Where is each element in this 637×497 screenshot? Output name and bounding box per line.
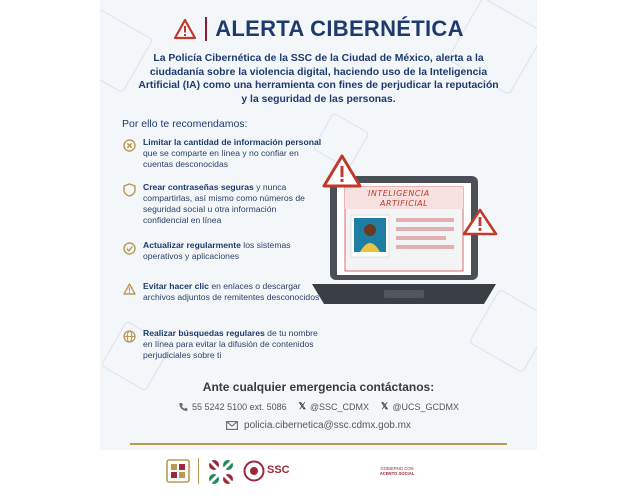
globe-icon bbox=[122, 329, 136, 343]
check-circle-icon bbox=[122, 241, 136, 255]
tip-bold: Evitar hacer clic bbox=[143, 281, 209, 291]
x-account-ucs[interactable] bbox=[381, 401, 459, 412]
tip-bold: Realizar búsquedas regulares bbox=[143, 328, 265, 338]
phone-number: 55 5242 5100 ext. 5086 bbox=[192, 401, 287, 412]
tip-item bbox=[122, 137, 322, 170]
tip-text bbox=[143, 281, 322, 303]
x-logo-icon: 𝕏 bbox=[381, 401, 389, 411]
phone-icon bbox=[178, 402, 188, 412]
x-circle-icon bbox=[122, 138, 136, 152]
tip-item bbox=[122, 182, 322, 226]
tip-item bbox=[122, 281, 322, 303]
intro-paragraph: La Policía Cibernética de la SSC de la Ciudad de México, alerta a la ciudadanía sobre la violencia digital, haciendo uso de la Inteligencia Artificial (IA) como una herramienta con fines de perjudicar la reputación y la seguridad de las personas. bbox=[138, 53, 499, 105]
x-logo-icon: 𝕏 bbox=[298, 401, 306, 411]
tip-item bbox=[122, 240, 322, 262]
tip-rest: de tu nombre en línea para evitar la difusión de contenidos perjudiciales sobre ti bbox=[143, 328, 318, 360]
logo-separator bbox=[198, 458, 199, 484]
tip-bold: Limitar la cantidad de información personal bbox=[143, 137, 322, 147]
mail-icon bbox=[226, 421, 238, 430]
tip-text bbox=[143, 137, 322, 170]
tip-rest: en enlaces o descargar archivos adjuntos de remitentes desconocidos bbox=[143, 281, 320, 302]
email-address: policia.cibernetica@ssc.cdmx.gob.mx bbox=[244, 420, 411, 431]
poster bbox=[100, 0, 537, 497]
x-handle: @SSC_CDMX bbox=[309, 401, 370, 412]
screen-label-top: INTELIGENCIA bbox=[368, 189, 430, 198]
gobierno-line-2: ACENTO SOCIAL bbox=[379, 471, 415, 476]
warning-triangle-icon bbox=[173, 18, 197, 40]
cdmx-pattern-logo bbox=[206, 457, 236, 487]
screen-label-bottom: ARTIFICIAL bbox=[380, 199, 429, 208]
x-account-ssc[interactable] bbox=[299, 401, 369, 412]
ssc-badge-icon bbox=[243, 460, 265, 482]
title-row bbox=[100, 14, 537, 44]
footer bbox=[100, 450, 537, 497]
contact-row bbox=[100, 401, 537, 412]
tip-item bbox=[122, 328, 322, 361]
tip-rest: que se comparte en línea y no confiar en cuentas desconocidas bbox=[143, 148, 299, 169]
warning-badge-left bbox=[324, 156, 360, 186]
shield-icon bbox=[122, 183, 136, 197]
recommendations-heading: Por ello te recomendamos: bbox=[122, 118, 248, 130]
tip-text bbox=[143, 182, 322, 226]
contact-heading: Ante cualquier emergencia contáctanos: bbox=[202, 380, 435, 394]
cdmx-seal-logo bbox=[165, 458, 191, 484]
tip-rest: los sistemas operativos y aplicaciones bbox=[143, 240, 291, 261]
x-handle: @UCS_GCDMX bbox=[392, 401, 459, 412]
tip-text bbox=[143, 328, 322, 361]
ssc-logo-text: SSC bbox=[267, 464, 290, 476]
gobierno-line-1: GOBIERNO CON bbox=[380, 466, 414, 471]
phone-contact bbox=[178, 402, 287, 412]
laptop-illustration bbox=[308, 154, 508, 310]
title-divider bbox=[205, 17, 207, 41]
email-row[interactable] bbox=[100, 420, 537, 431]
gobierno-logo bbox=[372, 466, 422, 476]
tip-bold: Crear contraseñas seguras bbox=[143, 182, 254, 192]
footer-divider bbox=[130, 443, 507, 445]
page-title: ALERTA CIBERNÉTICA bbox=[215, 16, 464, 41]
tip-bold: Actualizar regularmente bbox=[143, 240, 241, 250]
warning-triangle-icon bbox=[122, 282, 136, 296]
tip-rest: y nunca compartirlas, así mismo como números de seguridad social u otra información confidencial en línea bbox=[143, 182, 305, 225]
tip-text bbox=[143, 240, 322, 262]
